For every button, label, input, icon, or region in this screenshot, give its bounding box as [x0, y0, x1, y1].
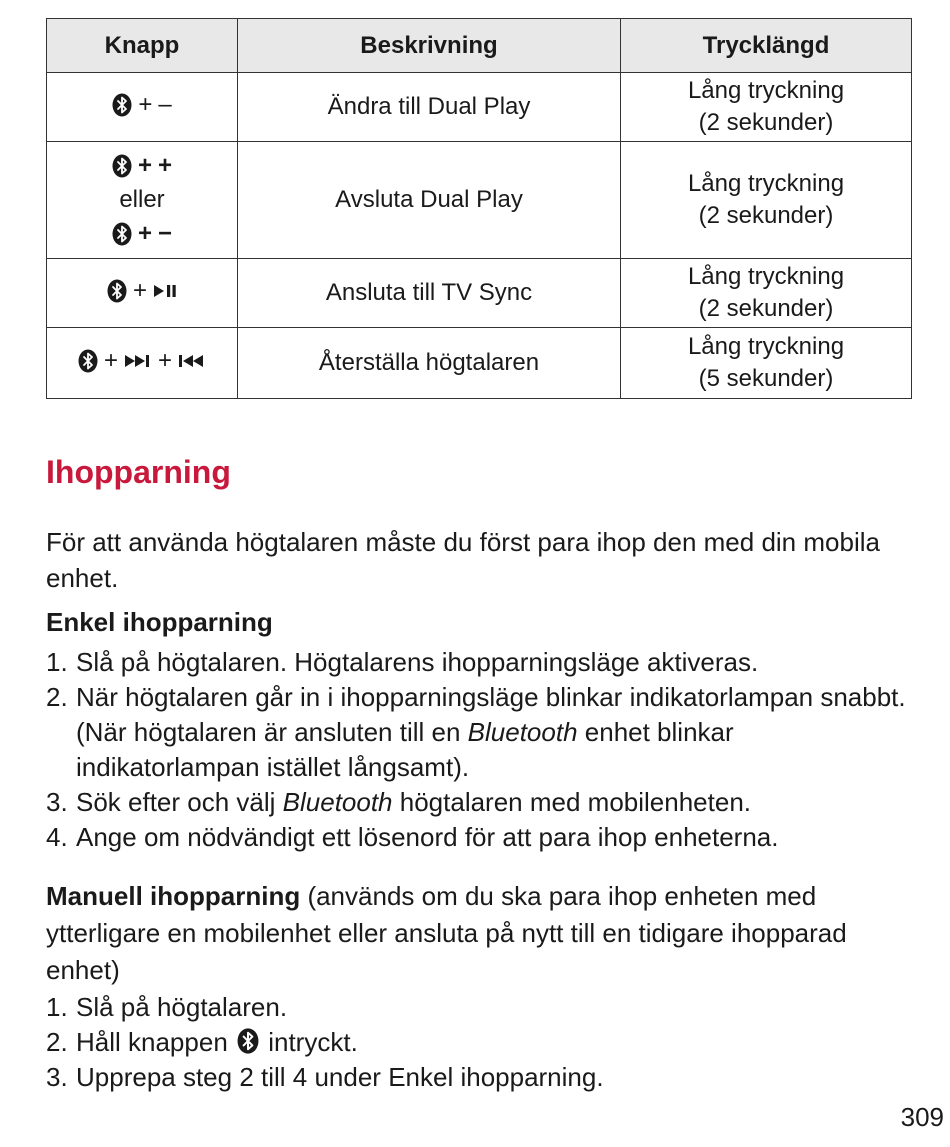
step-text: Slå på högtalaren. Högtalarens ihopparningsläge aktiveras.	[76, 647, 759, 677]
duration-cell	[621, 259, 912, 328]
plus-symbol: +	[158, 152, 173, 179]
duration-seconds: (2 sekunder)	[698, 202, 834, 229]
list-item	[46, 680, 906, 785]
step-number: 2.	[46, 1027, 68, 1057]
step-text: Håll knappen	[76, 1027, 235, 1057]
manual-pairing-steps	[46, 990, 906, 1095]
duration-label: Lång tryckning	[687, 263, 845, 290]
plus-symbol: +	[158, 346, 173, 374]
previous-track-icon	[178, 354, 206, 368]
step-number: 2.	[46, 682, 68, 712]
step-text: enhet blinkar indikatorlampan istället långsamt).	[76, 717, 734, 782]
duration-seconds: (2 sekunder)	[698, 109, 834, 136]
bluetooth-icon	[112, 93, 132, 117]
bluetooth-icon	[237, 1027, 259, 1055]
description-cell: Återställa högtalaren	[238, 328, 621, 399]
manual-pairing-paragraph	[46, 878, 906, 989]
duration-label: Lång tryckning	[687, 77, 845, 104]
bluetooth-term: Bluetooth	[282, 787, 393, 817]
minus-symbol: –	[158, 90, 172, 118]
key-cell	[47, 328, 238, 399]
duration-cell	[621, 328, 912, 399]
next-track-icon	[124, 354, 152, 368]
step-number: 4.	[46, 822, 68, 852]
step-number: 1.	[46, 647, 68, 677]
or-label: eller	[119, 186, 165, 213]
key-cell	[47, 259, 238, 328]
page-number: 309	[900, 1102, 944, 1132]
header-knapp: Knapp	[47, 19, 238, 73]
list-item	[46, 1060, 906, 1095]
bluetooth-icon	[78, 349, 98, 373]
header-trycklangd: Trycklängd	[621, 19, 912, 73]
bluetooth-icon	[107, 279, 127, 303]
step-text: Sök efter och välj	[76, 787, 283, 817]
button-table	[46, 18, 912, 399]
step-text: När högtalaren går in i ihopparningsläge blinkar indikatorlampan snabbt. (När högtalaren är ansluten till en	[76, 682, 906, 747]
simple-pairing-title: Enkel ihopparning	[46, 607, 273, 637]
duration-seconds: (2 sekunder)	[698, 295, 834, 322]
plus-symbol: +	[103, 346, 118, 374]
minus-symbol: −	[158, 220, 173, 247]
duration-cell	[621, 73, 912, 142]
step-number: 3.	[46, 787, 68, 817]
list-item	[46, 785, 906, 820]
list-item	[46, 990, 906, 1025]
table-row	[47, 142, 912, 259]
header-beskrivning: Beskrivning	[238, 19, 621, 73]
play-pause-icon	[153, 284, 177, 298]
manual-pairing-desc: (används om du ska para ihop enheten med ytterligare en mobilenhet eller ansluta på nytt till en tidigare ihopparad enhet)	[46, 881, 847, 985]
key-cell	[47, 142, 238, 259]
list-item	[46, 1025, 906, 1060]
section-title: Ihopparning	[46, 454, 231, 490]
table-row	[47, 259, 912, 328]
description-cell: Avsluta Dual Play	[238, 142, 621, 259]
step-text: Upprepa steg 2 till 4 under Enkel ihopparning.	[76, 1062, 604, 1092]
manual-pairing-title: Manuell ihopparning	[46, 881, 301, 911]
list-item	[46, 645, 906, 680]
plus-symbol: +	[132, 276, 147, 304]
table-row	[47, 328, 912, 399]
plus-symbol: +	[138, 90, 153, 118]
duration-label: Lång tryckning	[687, 333, 845, 360]
plus-symbol: +	[137, 220, 152, 247]
key-cell	[47, 73, 238, 142]
step-number: 3.	[46, 1062, 68, 1092]
duration-label: Lång tryckning	[687, 170, 845, 197]
step-text: högtalaren med mobilenheten.	[392, 787, 751, 817]
bluetooth-icon	[112, 222, 132, 246]
description-cell: Ändra till Dual Play	[238, 73, 621, 142]
plus-symbol: +	[137, 152, 152, 179]
table-row	[47, 73, 912, 142]
bluetooth-term: Bluetooth	[467, 717, 578, 747]
simple-pairing-steps	[46, 645, 906, 855]
table-header-row	[47, 19, 912, 73]
step-number: 1.	[46, 992, 68, 1022]
intro-paragraph: För att använda högtalaren måste du först para ihop den med din mobila enhet.	[46, 527, 880, 593]
description-cell: Ansluta till TV Sync	[238, 259, 621, 328]
step-text: Slå på högtalaren.	[76, 992, 288, 1022]
list-item	[46, 820, 906, 855]
bluetooth-icon	[112, 154, 132, 178]
step-text: Ange om nödvändigt ett lösenord för att para ihop enheterna.	[76, 822, 779, 852]
duration-cell	[621, 142, 912, 259]
duration-seconds: (5 sekunder)	[698, 365, 834, 392]
step-text: intryckt.	[261, 1027, 358, 1057]
